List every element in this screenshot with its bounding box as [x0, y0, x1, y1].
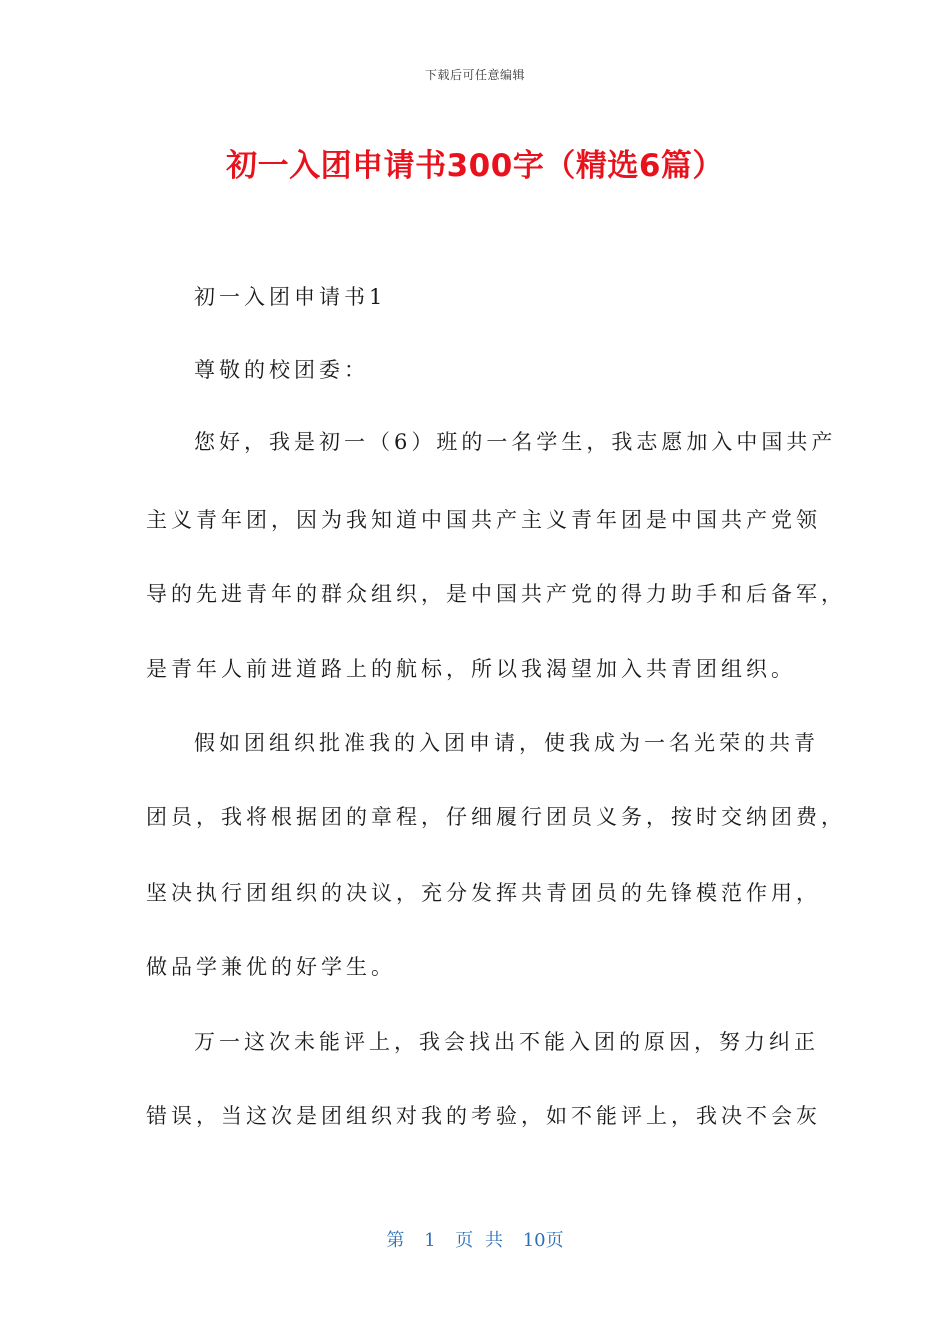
- footer-page-number: 1: [424, 1230, 436, 1251]
- footer-total-pages: 10页: [522, 1230, 564, 1251]
- page-header-note: 下载后可任意编辑: [424, 68, 525, 82]
- paragraph-line: 坚决执行团组织的决议，充分发挥共青团员的先锋模范作用，: [146, 881, 821, 905]
- salutation: 尊敬的校团委：: [194, 358, 369, 382]
- footer-prefix: 第: [386, 1230, 405, 1251]
- paragraph-line: 是青年人前进道路上的航标，所以我渴望加入共青团组织。: [146, 657, 796, 681]
- paragraph-line: 假如团组织批准我的入团申请，使我成为一名光荣的共青: [194, 731, 819, 755]
- section-heading: 初一入团申请书1: [194, 285, 387, 309]
- page-footer: [0, 1226, 950, 1252]
- footer-middle: 页 共: [455, 1230, 503, 1251]
- paragraph-line: 团员，我将根据团的章程，仔细履行团员义务，按时交纳团费，: [146, 805, 846, 829]
- paragraph-line: 做品学兼优的好学生。: [146, 955, 396, 979]
- paragraph-line: 万一这次未能评上，我会找出不能入团的原因，努力纠正: [194, 1030, 819, 1054]
- paragraph-line: 错误，当这次是团组织对我的考验，如不能评上，我决不会灰: [146, 1104, 821, 1128]
- document-title: 初一入团申请书300字（精选6篇）: [226, 148, 724, 184]
- paragraph-line: 导的先进青年的群众组织，是中国共产党的得力助手和后备军，: [146, 582, 846, 606]
- paragraph-line: 您好，我是初一（6）班的一名学生，我志愿加入中国共产: [194, 430, 837, 454]
- paragraph-line: 主义青年团，因为我知道中国共产主义青年团是中国共产党领: [146, 508, 821, 532]
